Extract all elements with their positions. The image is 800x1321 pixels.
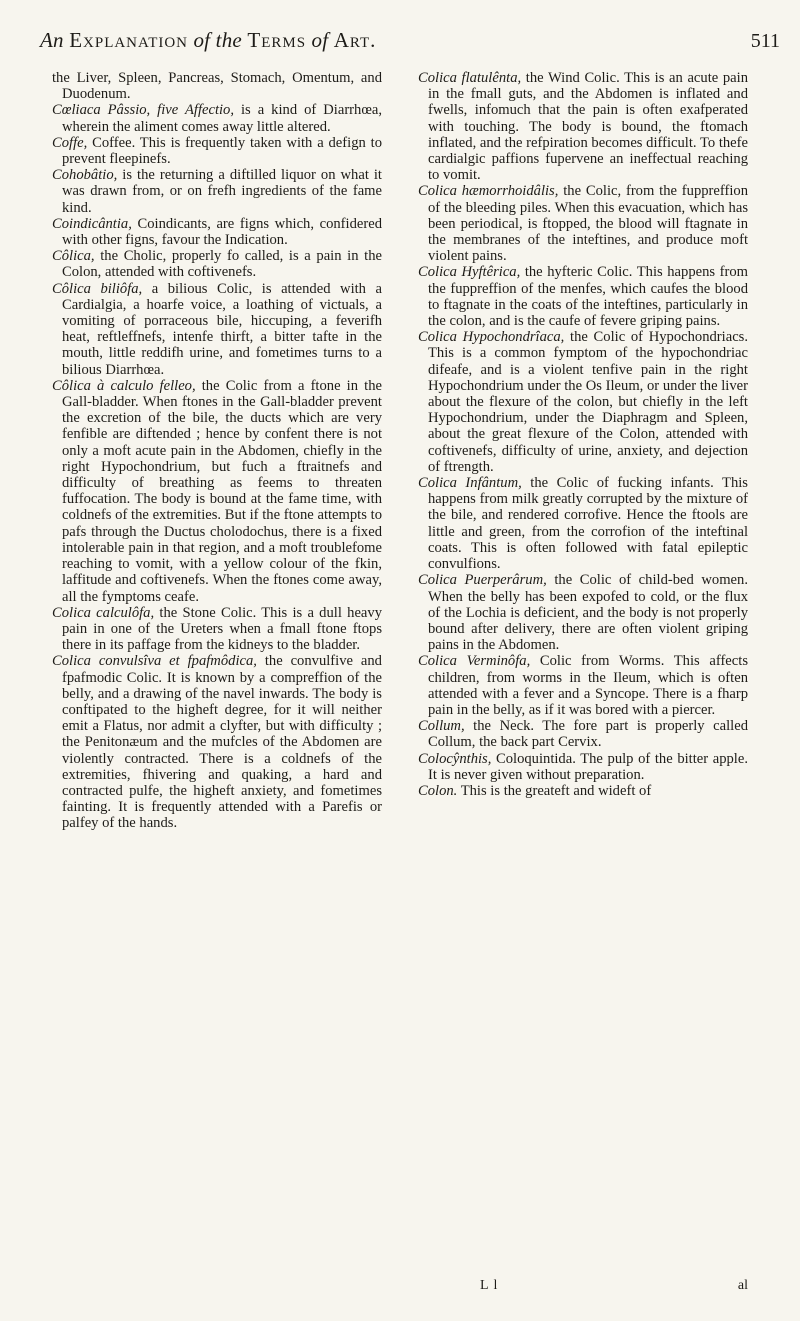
entry-term: Côlica biliôfa, — [52, 280, 143, 297]
entry-definition: This is the greateft and wideft of — [457, 782, 652, 799]
entry-term: Cœliaca Pâssio, five Affectio, — [52, 102, 235, 119]
glossary-entry — [418, 783, 748, 799]
glossary-entry — [418, 572, 748, 653]
glossary-entry — [418, 70, 748, 183]
entry-definition: Colic from Worms. This affects children, from worms in the Ileum, which is often attended with a fever and a Syncope. There is a fharp pain in the belly, as if it was bored with a piercer. — [428, 653, 748, 718]
left-column — [52, 70, 382, 832]
entry-definition: the Colic of child-bed women. When the belly has been expofed to cold, or the flux of the Lochia is deficient, and the body is not properly bound after delivery, there are often violent griping pains in the Abdomen. — [428, 572, 748, 654]
running-title — [40, 28, 376, 53]
entry-term: Colica Hypochondrîaca, — [418, 329, 565, 346]
entry-definition: the Liver, Spleen, Pancreas, Stomach, Omentum, and Duodenum. — [52, 70, 382, 103]
running-head — [40, 20, 780, 60]
glossary-entry — [418, 718, 748, 750]
running-title-the: the — [215, 28, 242, 52]
entry-term: Colocŷnthis, — [418, 750, 492, 767]
running-title-terms: Terms — [247, 28, 307, 52]
entry-term: Collum, — [418, 718, 465, 735]
entry-definition: is a kind of Diarrhœa, wherein the aliment comes away little altered. — [62, 102, 383, 135]
entry-term: Colica Infântum, — [418, 475, 522, 492]
page-footer — [418, 1278, 748, 1296]
entry-definition: the Colic of Hypochondriacs. This is a common fymptom of the hypochondriac difeafe, and is a violent tenfive pain in the right Hypochondrium under the Os Ileum, or under the liver about the flexure of the colon, but chiefly in the left Hypochondrium, under the Diaphragm and Spleen, about the great flexure of the Colon, attended with coftivenefs, difficulty of urine, anxiety, and dejection of ftrength. — [428, 329, 748, 475]
entry-term: Côlica à calculo felleo, — [52, 377, 196, 394]
running-title-of-2: of — [311, 28, 329, 52]
entry-term: Cohobâtio, — [52, 167, 118, 184]
glossary-entry — [52, 653, 382, 831]
entry-definition: the hyfteric Colic. This happens from the fuppreffion of the menfes, which caufes the blood to ftagnate in the coats of the inteftines, particularly in the colon, and is the caufe of fevere griping pains. — [428, 264, 749, 330]
running-title-art: Art. — [333, 28, 377, 52]
signature-mark: L l — [480, 1278, 499, 1293]
entry-term: Colica Verminôfa, — [418, 653, 531, 670]
entry-term: Coindicântia, — [52, 215, 132, 232]
running-title-explanation: Explanation — [69, 28, 189, 52]
glossary-entry — [52, 248, 382, 280]
entry-term: Colica hæmorrhoidâlis, — [418, 183, 559, 200]
glossary-entry — [52, 216, 382, 248]
entry-definition: Coffee. This is frequently taken with a defign to prevent fleepinefs. — [62, 134, 382, 168]
entry-term: Colica Puerperârum, — [418, 572, 547, 589]
entry-definition: the Stone Colic. This is a dull heavy pain in one of the Ureters when a fmall ftone ftops there in its paffage from the kidneys to the bladder. — [62, 604, 382, 654]
entry-term: Colica calculôfa, — [52, 604, 155, 621]
glossary-entry — [418, 751, 748, 783]
entry-term: Colica convulsîva et fpafmôdica, — [52, 653, 257, 670]
glossary-entry — [52, 281, 382, 378]
entry-definition: Coindicants, are figns which, confidered with other figns, favour the Indication. — [62, 215, 382, 249]
glossary-entry — [52, 378, 382, 605]
glossary-entry — [418, 653, 748, 718]
entry-definition: the Colic of fucking infants. This happens from milk greatly corrupted by the mixture of the bile, and rendered corrofive. Hence the ftools are little and green, from the corrofion of the inteftinal coats. This is often followed with fatal epileptic convulfions. — [428, 475, 748, 573]
glossary-entry — [52, 605, 382, 654]
running-title-an: An — [40, 28, 64, 52]
entry-definition: the Wind Colic. This is an acute pain in the fmall guts, and the Abdomen is inflated and fwells, infomuch that the pain is often exafperated with touching. The body is bound, the ftomach inflated, and the refpiration becomes difficult. To thefe cardialgic paffions fupervene an ineffectual reaching to vomit. — [428, 70, 748, 184]
glossary-entry — [52, 167, 382, 216]
glossary-entry — [418, 183, 748, 264]
entry-definition: the convulfive and fpafmodic Colic. It is known by a compreffion of the belly, and a drawing of the navel inwards. The body is conftipated to the higheft degree, for it will neither emit a Flatus, nor admit a clyfter, but with difficulty ; the Penitonæum and the mufcles of the Abdomen are violently contracted. There is a coldnefs of the extremities, fhivering and quaking, a hard and contracted pulfe, the higheft anxiety, and fometimes fainting. It is frequently attended with a Parefis or palfey of the hands. — [62, 653, 382, 832]
entry-definition: the Colic from a ftone in the Gall-bladder. When ftones in the Gall-bladder prevent the excretion of the bile, the ducts which are very fenfible are diftended ; hence by confent there is not only a moft acute pain in the Abdomen, chiefly in the right Hypochondrium, but fuch a ftraitnefs and difficulty of breathing as feems to threaten fuffocation. The body is bound at the fame time, with coldnefs of the extremities. But if the ftone attempts to pafs through the Ductus cholodochus, there is a fixed intolerable pain in that region, and a moft troublefome reaching to vomit, with a yellow colour of the fkin, laffitude and coftivenefs. When the ftones come away, all the fymptoms ceafe. — [62, 377, 382, 605]
entry-term: Côlica, — [52, 248, 95, 265]
entry-term: Coffe, — [52, 134, 88, 151]
entry-definition: the Neck. The fore part is properly called Collum, the back part Cervix. — [428, 718, 748, 751]
entry-definition: a bilious Colic, is attended with a Cardialgia, a hoarfe voice, a loathing of victuals, a vomiting of porraceous bile, hiccuping, a feverifh heat, reftleffnefs, intenfe thirft, a bitter tafte in the mouth, little reddifh urine, and fometimes turns to a bilious Diarrhœa. — [62, 280, 382, 378]
glossary-entry — [418, 264, 748, 329]
glossary-entry — [52, 135, 382, 167]
entry-definition: is the returning a diftilled liquor on what it was drawn from, or on frefh ingredients of the fame kind. — [62, 167, 382, 216]
running-title-of-1: of — [193, 28, 211, 52]
glossary-entry — [418, 475, 748, 572]
page-number: 511 — [750, 30, 780, 52]
entry-term: Colica Hyftêrica, — [418, 264, 521, 281]
glossary-entry — [418, 329, 748, 475]
glossary-entry — [52, 102, 382, 134]
entry-term: Colica flatulênta, — [418, 70, 522, 86]
entry-definition: the Colic, from the fuppreffion of the bleeding piles. When this evacuation, which has been periodical, is ftopped, the blood will ftagnate in the membranes of the inteftines, and produce moft violent pains. — [428, 183, 748, 265]
glossary-entry — [52, 70, 382, 102]
entry-definition: Coloquintida. The pulp of the bitter apple. It is never given without preparation. — [428, 750, 748, 783]
catchword: al — [737, 1278, 748, 1293]
right-column — [418, 70, 748, 799]
entry-definition: the Cholic, properly fo called, is a pain in the Colon, attended with coftivenefs. — [62, 248, 382, 281]
entry-term: Colon. — [418, 782, 458, 799]
